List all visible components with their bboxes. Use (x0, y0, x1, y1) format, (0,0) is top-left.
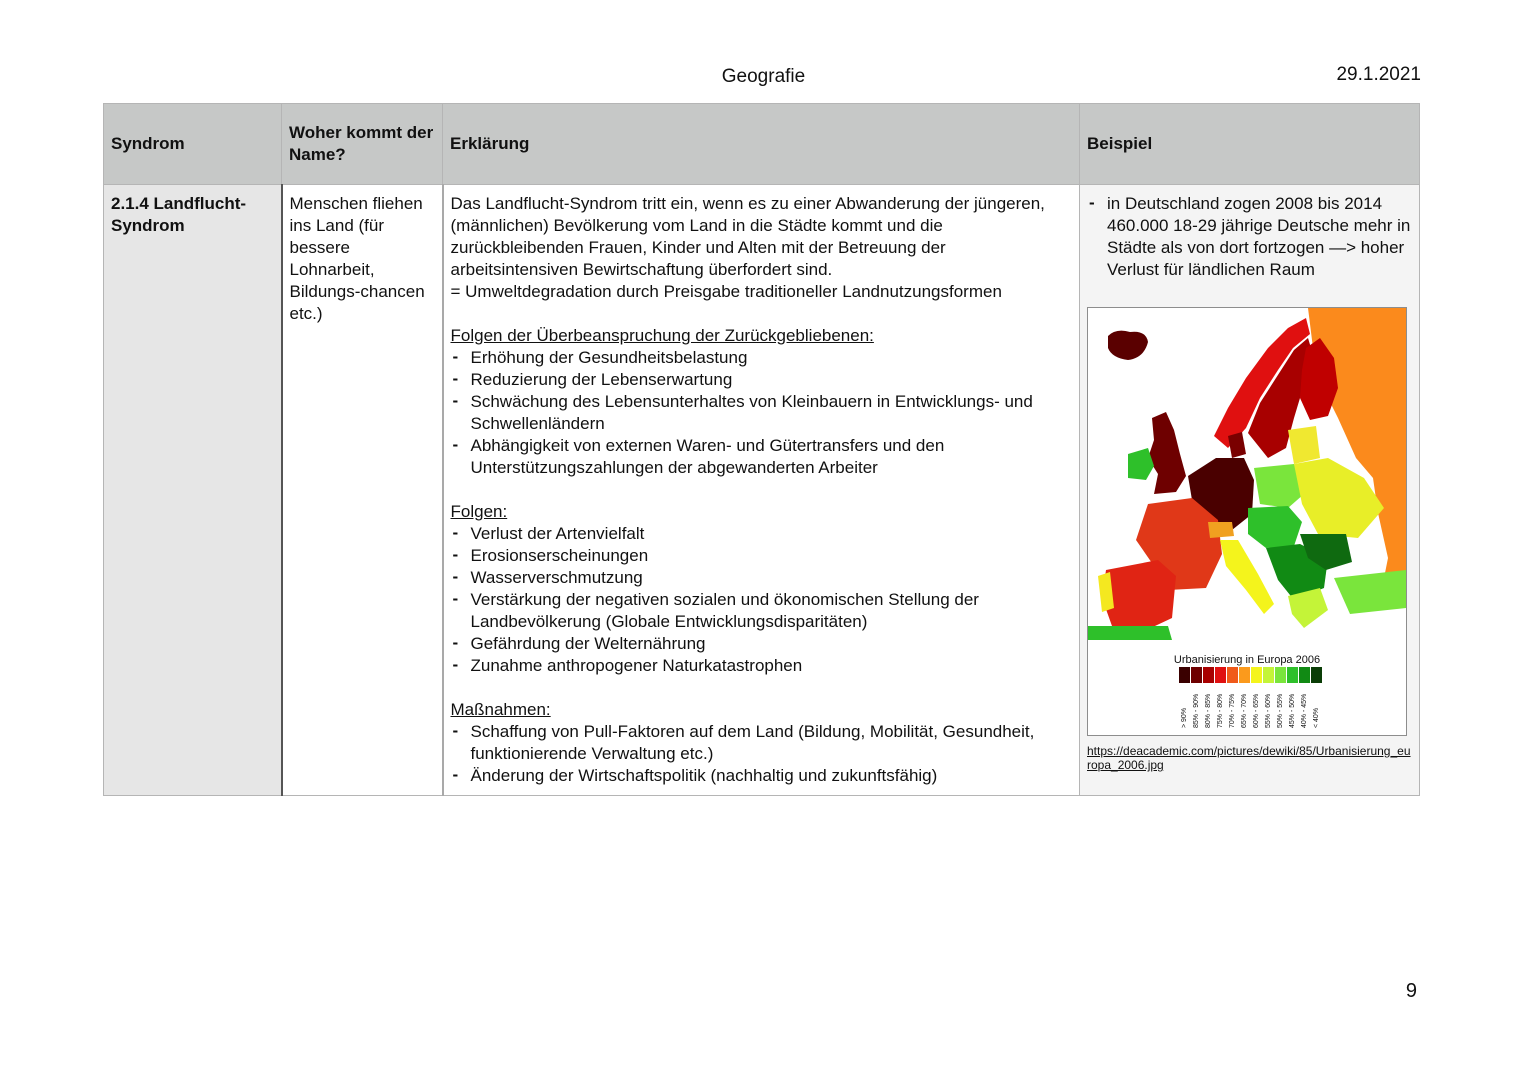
document-date: 29.1.2021 (1336, 64, 1421, 85)
document-subject: Geografie (721, 66, 806, 87)
table-row (104, 185, 1420, 796)
list-folgen (451, 523, 1073, 677)
explanation-definition: = Umweltdegradation durch Preisgabe traditioneller Landnutzungsformen (450, 282, 1002, 301)
legend-swatch (1227, 667, 1238, 683)
urbanization-map-figure (1087, 307, 1407, 736)
legend-item (1190, 667, 1202, 728)
header-syndrom: Syndrom (104, 104, 282, 185)
example-cell (1080, 185, 1420, 796)
example-list (1087, 193, 1412, 281)
legend-label: 45% - 50% (1288, 693, 1296, 728)
europe-urbanization-map (1088, 308, 1406, 640)
legend-label: 70% - 75% (1228, 693, 1236, 728)
header-name-origin: Woher kommt der Name? (282, 104, 443, 185)
list-item: - Zunahme anthropogener Naturkatastrophen (451, 655, 1073, 677)
legend-swatch (1179, 667, 1190, 683)
legend-swatch (1239, 667, 1250, 683)
legend-item (1298, 667, 1310, 728)
legend-label: 60% - 65% (1252, 693, 1260, 728)
legend-item (1310, 667, 1322, 728)
legend-item (1226, 667, 1238, 728)
table-header-row (104, 104, 1420, 185)
list-item: - Verstärkung der negativen sozialen und ökonomischen Stellung der Landbevölkerung (Globale Entwicklungsdisparitäten) (451, 589, 1073, 633)
explanation-cell (443, 185, 1080, 796)
legend-swatch (1299, 667, 1310, 683)
legend-item (1250, 667, 1262, 728)
legend-swatch (1191, 667, 1202, 683)
legend-label: 40% - 45% (1300, 693, 1308, 728)
legend-swatch (1215, 667, 1226, 683)
legend-item (1238, 667, 1250, 728)
list-folgen-ueberbeanspruchung (451, 347, 1073, 479)
section-heading-folgen: Folgen: (450, 502, 508, 521)
legend-item (1262, 667, 1274, 728)
syndrome-name: 2.1.4 Landflucht-Syndrom (111, 194, 247, 235)
name-origin-text: Menschen fliehen ins Land (für bessere Lohnarbeit, Bildungs-chancen etc.) (289, 194, 425, 323)
name-origin-cell (282, 185, 443, 796)
legend-swatch (1311, 667, 1322, 683)
list-item: - Schwächung des Lebensunterhaltes von Kleinbauern in Entwicklungs- und Schwellenländern (451, 391, 1073, 435)
list-item: - Reduzierung der Lebenserwartung (451, 369, 1073, 391)
legend-swatch (1263, 667, 1274, 683)
list-item: - Erosionserscheinungen (451, 545, 1073, 567)
legend-label: 80% - 85% (1204, 693, 1212, 728)
syndrome-table (103, 103, 1420, 796)
section-heading-folgen-ueberbeanspruchung: Folgen der Überbeanspruchung der Zurückgebliebenen: (450, 326, 874, 345)
legend-item (1286, 667, 1298, 728)
section-heading-massnahmen: Maßnahmen: (450, 700, 551, 719)
list-item: - Verlust der Artenvielfalt (451, 523, 1073, 545)
list-item: - Gefährdung der Welternährung (451, 633, 1073, 655)
list-item: - Wasserverschmutzung (451, 567, 1073, 589)
explanation-intro: Das Landflucht-Syndrom tritt ein, wenn es zu einer Abwanderung der jüngeren, (männlichen) Bevölkerung vom Land in die Städte kommt und die zurückbleibenden Frauen, Kinder und Alten mit der Betreuung der arbeitsintensiven Bewirtschaftung überfordert sind. (450, 194, 1045, 279)
legend-item (1274, 667, 1286, 728)
legend-swatch (1251, 667, 1262, 683)
map-title: Urbanisierung in Europa 2006 (1173, 654, 1321, 666)
legend-label: < 40% (1312, 707, 1320, 728)
list-item: - Änderung der Wirtschaftspolitik (nachhaltig und zukunftsfähig) (451, 765, 1073, 787)
map-legend (1178, 667, 1322, 728)
header-beispiel: Beispiel (1080, 104, 1420, 185)
list-massnahmen (451, 721, 1073, 787)
header-erklaerung: Erklärung (443, 104, 1080, 185)
list-item: - Schaffung von Pull-Faktoren auf dem Land (Bildung, Mobilität, Gesundheit, funktionierende Verwaltung etc.) (451, 721, 1073, 765)
syndrome-name-cell (104, 185, 282, 796)
page-number: 9 (1405, 980, 1417, 1002)
legend-label: 75% - 80% (1216, 693, 1224, 728)
legend-swatch (1287, 667, 1298, 683)
legend-label: 65% - 70% (1240, 693, 1248, 728)
legend-label: 50% - 55% (1276, 693, 1284, 728)
list-item: - Abhängigkeit von externen Waren- und Gütertransfers und den Unterstützungszahlungen der abgewanderten Arbeiter (451, 435, 1073, 479)
list-item: - Erhöhung der Gesundheitsbelastung (451, 347, 1073, 369)
legend-swatch (1275, 667, 1286, 683)
legend-label: 55% - 60% (1264, 693, 1272, 728)
example-text: - in Deutschland zogen 2008 bis 2014 460.000 18-29 jährige Deutsche mehr in Städte als von dort fortzogen —> hoher Verlust für ländlichen Raum (1087, 193, 1412, 281)
legend-item (1178, 667, 1190, 728)
legend-swatch (1203, 667, 1214, 683)
legend-item (1202, 667, 1214, 728)
legend-label: 85% - 90% (1192, 693, 1200, 728)
legend-label: > 90% (1180, 707, 1188, 728)
map-source-link[interactable]: https://deacademic.com/pictures/dewiki/85/Urbanisierung_europa_2006.jpg (1087, 744, 1411, 772)
legend-item (1214, 667, 1226, 728)
